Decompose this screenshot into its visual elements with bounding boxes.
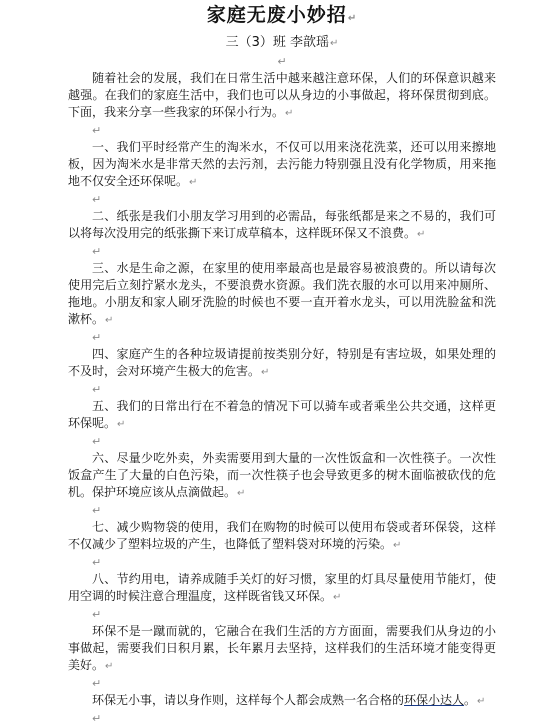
paragraph-mark: ↵ (105, 315, 114, 326)
blank-line: ↵ (92, 193, 102, 206)
paragraph-mark: ↵ (261, 367, 270, 378)
paragraph-tip-3: 三、水是生命之源，在家里的使用率最高也是最容易被浪费的。所以请每次使用完后立刻拧紧水龙头，不要浪费水资源。我们洗衣服的水可以用来冲厕所、拖地。小朋友和家人刷牙洗脸的时候也不要一直开着水龙头，可以用洗脸盆和洗漱杯。↵ (68, 261, 496, 326)
blank-line: ↵ (277, 55, 287, 68)
paragraph-tip-8: 八、节约用电，请养成随手关灯的好习惯，家里的灯具尽量使用节能灯，使用空调的时候注意合理温度，这样既省钱又环保。↵ (68, 572, 496, 603)
blank-line: ↵ (92, 435, 102, 448)
blank-line: ↵ (92, 245, 102, 258)
document-title: 家庭无废小妙招↵ (206, 4, 358, 26)
paragraph-mark: ↵ (285, 108, 294, 119)
paragraph-mark: ↵ (477, 696, 486, 707)
blank-line: ↵ (92, 712, 102, 725)
blank-line: ↵ (92, 677, 102, 690)
blank-line: ↵ (92, 556, 102, 569)
blank-line: ↵ (92, 331, 102, 344)
paragraph-tip-4: 四、家庭产生的各种垃圾请提前按类别分好，特别是有害垃圾，如果处理的不及时，会对环境产生极大的危害。↵ (68, 347, 496, 378)
paragraph-tip-2: 二、纸张是我们小朋友学习用到的必需品，每张纸都是来之不易的，我们可以将每次没用完的纸张撕下来订成草稿本，这样既环保又不浪费。↵ (68, 209, 496, 240)
paragraph-mark: ↵ (330, 38, 339, 49)
author-line: 三（3）班 李歆瑶↵ (225, 35, 339, 50)
paragraph-mark: ↵ (105, 661, 114, 672)
blank-line: ↵ (92, 504, 102, 517)
paragraph-tip-5: 五、我们的日常出行在不着急的情况下可以骑车或者乘坐公共交通，这样更环保呢。↵ (68, 399, 496, 430)
paragraph-mark: ↵ (333, 592, 342, 603)
paragraph-mark: ↵ (417, 229, 426, 240)
paragraph-mark: ↵ (393, 540, 402, 551)
paragraph-tip-1: 一、我们平时经常产生的淘米水，不仅可以用来浇花洗菜，还可以用来擦地板，因为淘米水是非常天然的去污剂，去污能力特别强且没有化学物质，用来拖地不仅安全还环保呢。↵ (68, 140, 496, 188)
paragraph-mark: ↵ (347, 13, 358, 24)
paragraph-tip-7: 七、减少购物袋的使用，我们在购物的时候可以使用布袋或者环保袋，这样不仅减少了塑料垃圾的产生，也降低了塑料袋对环境的污染。↵ (68, 520, 496, 551)
paragraph-tip-6: 六、尽量少吃外卖，外卖需要用到大量的一次性饭盒和一次性筷子。一次性饭盒产生了大量的白色污染，而一次性筷子也会导致更多的树木面临被砍伐的危机。保护环境应该从点滴做起。↵ (68, 451, 496, 499)
blank-line: ↵ (92, 383, 102, 396)
paragraph-mark: ↵ (189, 177, 198, 188)
paragraph-intro: 随着社会的发展，我们在日常生活中越来越注意环保，人们的环保意识越来越强。在我们的家庭生活中，我们也可以从身边的小事做起，将环保贯彻到底。下面，我来分享一些我家的环保小行为。↵ (68, 71, 496, 119)
blank-line: ↵ (92, 608, 102, 621)
paragraph-mark: ↵ (117, 419, 126, 430)
paragraph-mark: ↵ (237, 488, 246, 499)
paragraph-closing: 环保无小事，请以身作则，这样每个人都会成熟一名合格的环保小达人。↵ (92, 693, 486, 707)
blank-line: ↵ (92, 124, 102, 137)
closing-link-text: 环保小达人 (404, 693, 465, 707)
paragraph-summary: 环保不是一蹴而就的，它融合在我们生活的方方面面，需要我们从身边的小事做起，需要我们日积月累，长年累月去坚持，这样我们的生活环境才能变得更美好。↵ (68, 624, 496, 672)
